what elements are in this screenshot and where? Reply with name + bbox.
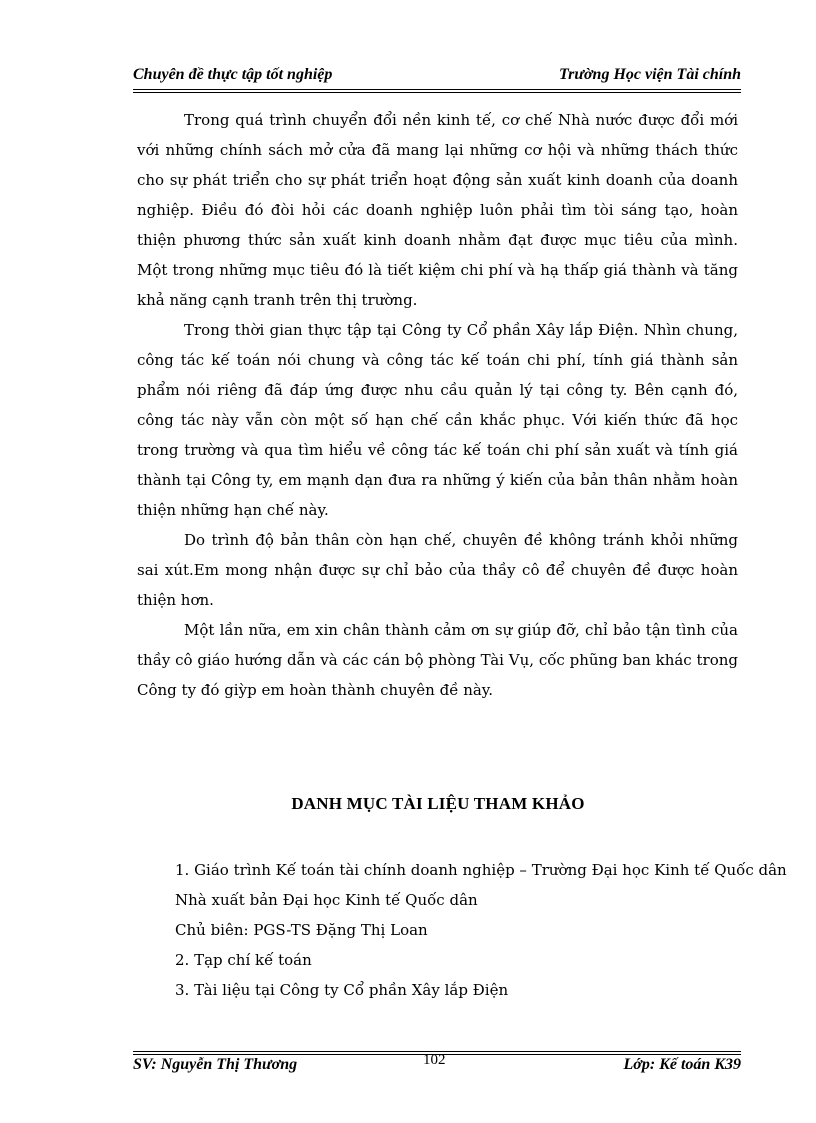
header-institution: Trường Học viện Tài chính [558,66,741,83]
header-rule-top [133,89,741,90]
paragraph-2: Trong thời gian thực tập tại Công ty Cổ phần Xây lắp Điện. Nhìn chung, công tác kế toán nói chung và công tác kế toán chi phí, tính giá thành sản phẩm nói riêng đã đáp ứng được nhu cầu quản lý tại công ty. Bên cạnh đó, công tác này vẫn còn một số hạn chế cần khắc phục. Với kiến thức đã học trong trường và qua tìm hiểu về công tác kế toán chi phí sản xuất và tính giá thành tại Công ty, em mạnh dạn đưa ra những ý kiến của bản thân nhằm hoàn thiện những hạn chế này. [137,321,738,519]
reference-line: 2. Tạp chí kế toán [175,951,312,969]
references-title: DANH MỤC TÀI LIỆU THAM KHẢO [291,794,585,813]
reference-line: Nhà xuất bản Đại học Kinh tế Quốc dân [175,891,478,909]
body-text [137,105,738,705]
paragraph-4: Một lần nữa, em xin chân thành cảm ơn sự giúp đỡ, chỉ bảo tận tình của thầy cô giáo hướng dẫn và các cán bộ phòng Tài Vụ, cốc phũng ban khác trong Công ty đó giỳp em hoàn thành chuyên đề này. [137,621,738,699]
page-header [133,66,741,90]
footer-student-name: SV: Nguyễn Thị Thương [133,1056,298,1073]
reference-line: 1. Giáo trình Kế toán tài chính doanh nghiệp – Trường Đại học Kinh tế Quốc dân [175,861,787,879]
references-list [175,855,787,1005]
paragraph-3: Do trình độ bản thân còn hạn chế, chuyên đề không tránh khỏi những sai xút.Em mong nhận được sự chỉ bảo của thầy cô để chuyên đề được hoàn thiện hơn. [137,531,738,609]
footer-class: Lớp: Kế toán K39 [623,1056,741,1073]
reference-line: 3. Tài liệu tại Công ty Cổ phần Xây lắp Điện [175,981,509,999]
page-number: 102 [423,1052,446,1068]
paragraph-1: Trong quá trình chuyển đổi nền kinh tế, cơ chế Nhà nước được đổi mới với những chính sách mở cửa đã mang lại những cơ hội và những thách thức cho sự phát triển cho sự phát triển hoạt động sản xuất kinh doanh của doanh nghiệp. Điều đó đòi hỏi các doanh nghiệp luôn phải tìm tòi sáng tạo, hoàn thiện phương thức sản xuất kinh doanh nhằm đạt được mục tiêu của mình. Một trong những mục tiêu đó là tiết kiệm chi phí và hạ thấp giá thành và tăng khả năng cạnh tranh trên thị trường. [137,111,738,309]
header-course-title: Chuyên đề thực tập tốt nghiệp [133,66,333,83]
header-rule-bottom [133,92,741,93]
reference-line: Chủ biên: PGS-TS Đặng Thị Loan [175,921,428,939]
page-footer [133,1052,741,1080]
